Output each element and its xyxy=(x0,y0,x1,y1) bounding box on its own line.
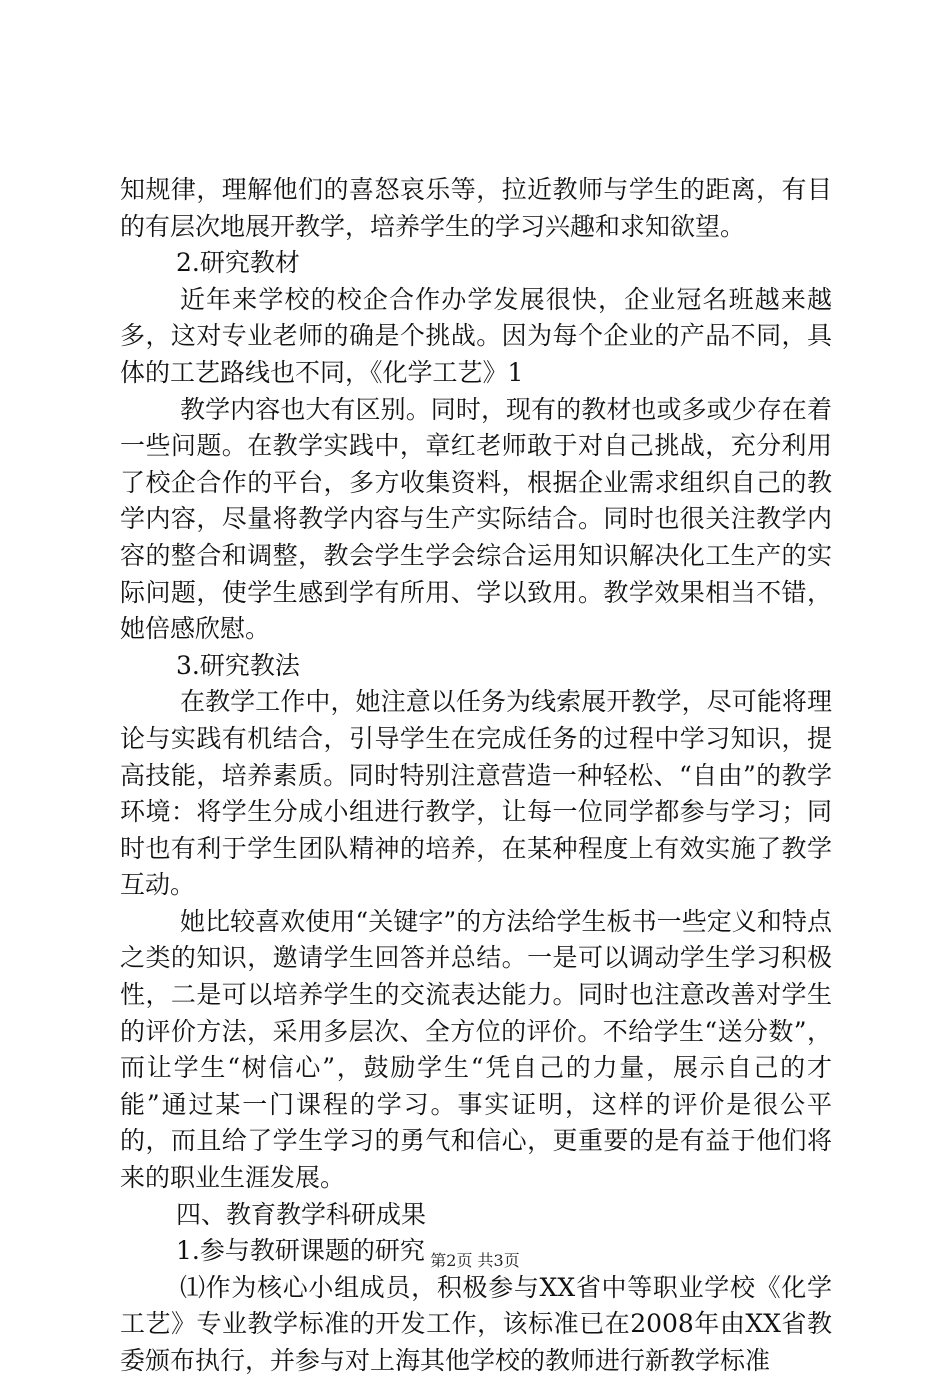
section-heading-research: 四、教育教学科研成果 xyxy=(176,1199,427,1229)
paragraph-textbook-1: 近年来学校的校企合作办学发展很快，企业冠名班越来越多，这对专业老师的确是个挑战。因为每个企业的产品不同，具体的工艺路线也不同，《化学工艺》1 xyxy=(120,284,832,387)
paragraph-projects-1: ⑴作为核心小组成员，积极参与XX省中等职业学校《化学工艺》专业教学标准的开发工作，该标准已在2008年由XX省教委颁布执行，并参与对上海其他学校的教师进行新教学标准 xyxy=(120,1272,832,1375)
page-number-footer: 第2页 共3页 xyxy=(430,1251,520,1270)
paragraph-method-2: 她比较喜欢使用“关键字”的方法给学生板书一些定义和特点之类的知识，邀请学生回答并总结。一是可以调动学生学习积极性，二是可以培养学生的交流表达能力。同时也注意改善对学生的评价方法，采用多层次、全方位的评价。不给学生“送分数”，而让学生“树信心”，鼓励学生“凭自己的力量，展示自己的才能”通过某一门课程的学习。事实证明，这样的评价是很公平的，而且给了学生学习的勇气和信心，更重要的是有益于他们将来的职业生涯发展。 xyxy=(120,906,832,1193)
paragraph-method-1: 在教学工作中，她注意以任务为线索展开教学，尽可能将理论与实践有机结合，引导学生在完成任务的过程中学习知识，提高技能，培养素质。同时特别注意营造一种轻松、“自由”的教学环境：将学生分成小组进行教学，让每一位同学都参与学习；同时也有利于学生团队精神的培养，在某种程度上有效实施了教学互动。 xyxy=(120,687,832,900)
paragraph-textbook-2: 教学内容也大有区别。同时，现有的教材也或多或少存在着一些问题。在教学实践中，章红老师敢于对自己挑战，充分利用了校企合作的平台，多方收集资料，根据企业需求组织自己的教学内容，尽量将教学内容与生产实际结合。同时也很关注教学内容的整合和调整，教会学生学会综合运用知识解决化工生产的实际问题，使学生感到学有所用、学以致用。教学效果相当不错，她倍感欣慰。 xyxy=(120,394,832,644)
document-body xyxy=(120,172,832,1380)
section-heading-projects: 1.参与教研课题的研究 xyxy=(176,1236,425,1266)
paragraph-continuation: 知规律，理解他们的喜怒哀乐等，拉近教师与学生的距离，有目的有层次地展开教学，培养学生的学习兴趣和求知欲望。 xyxy=(120,175,832,241)
section-heading-textbook: 2.研究教材 xyxy=(176,248,300,278)
section-heading-method: 3.研究教法 xyxy=(176,650,300,680)
